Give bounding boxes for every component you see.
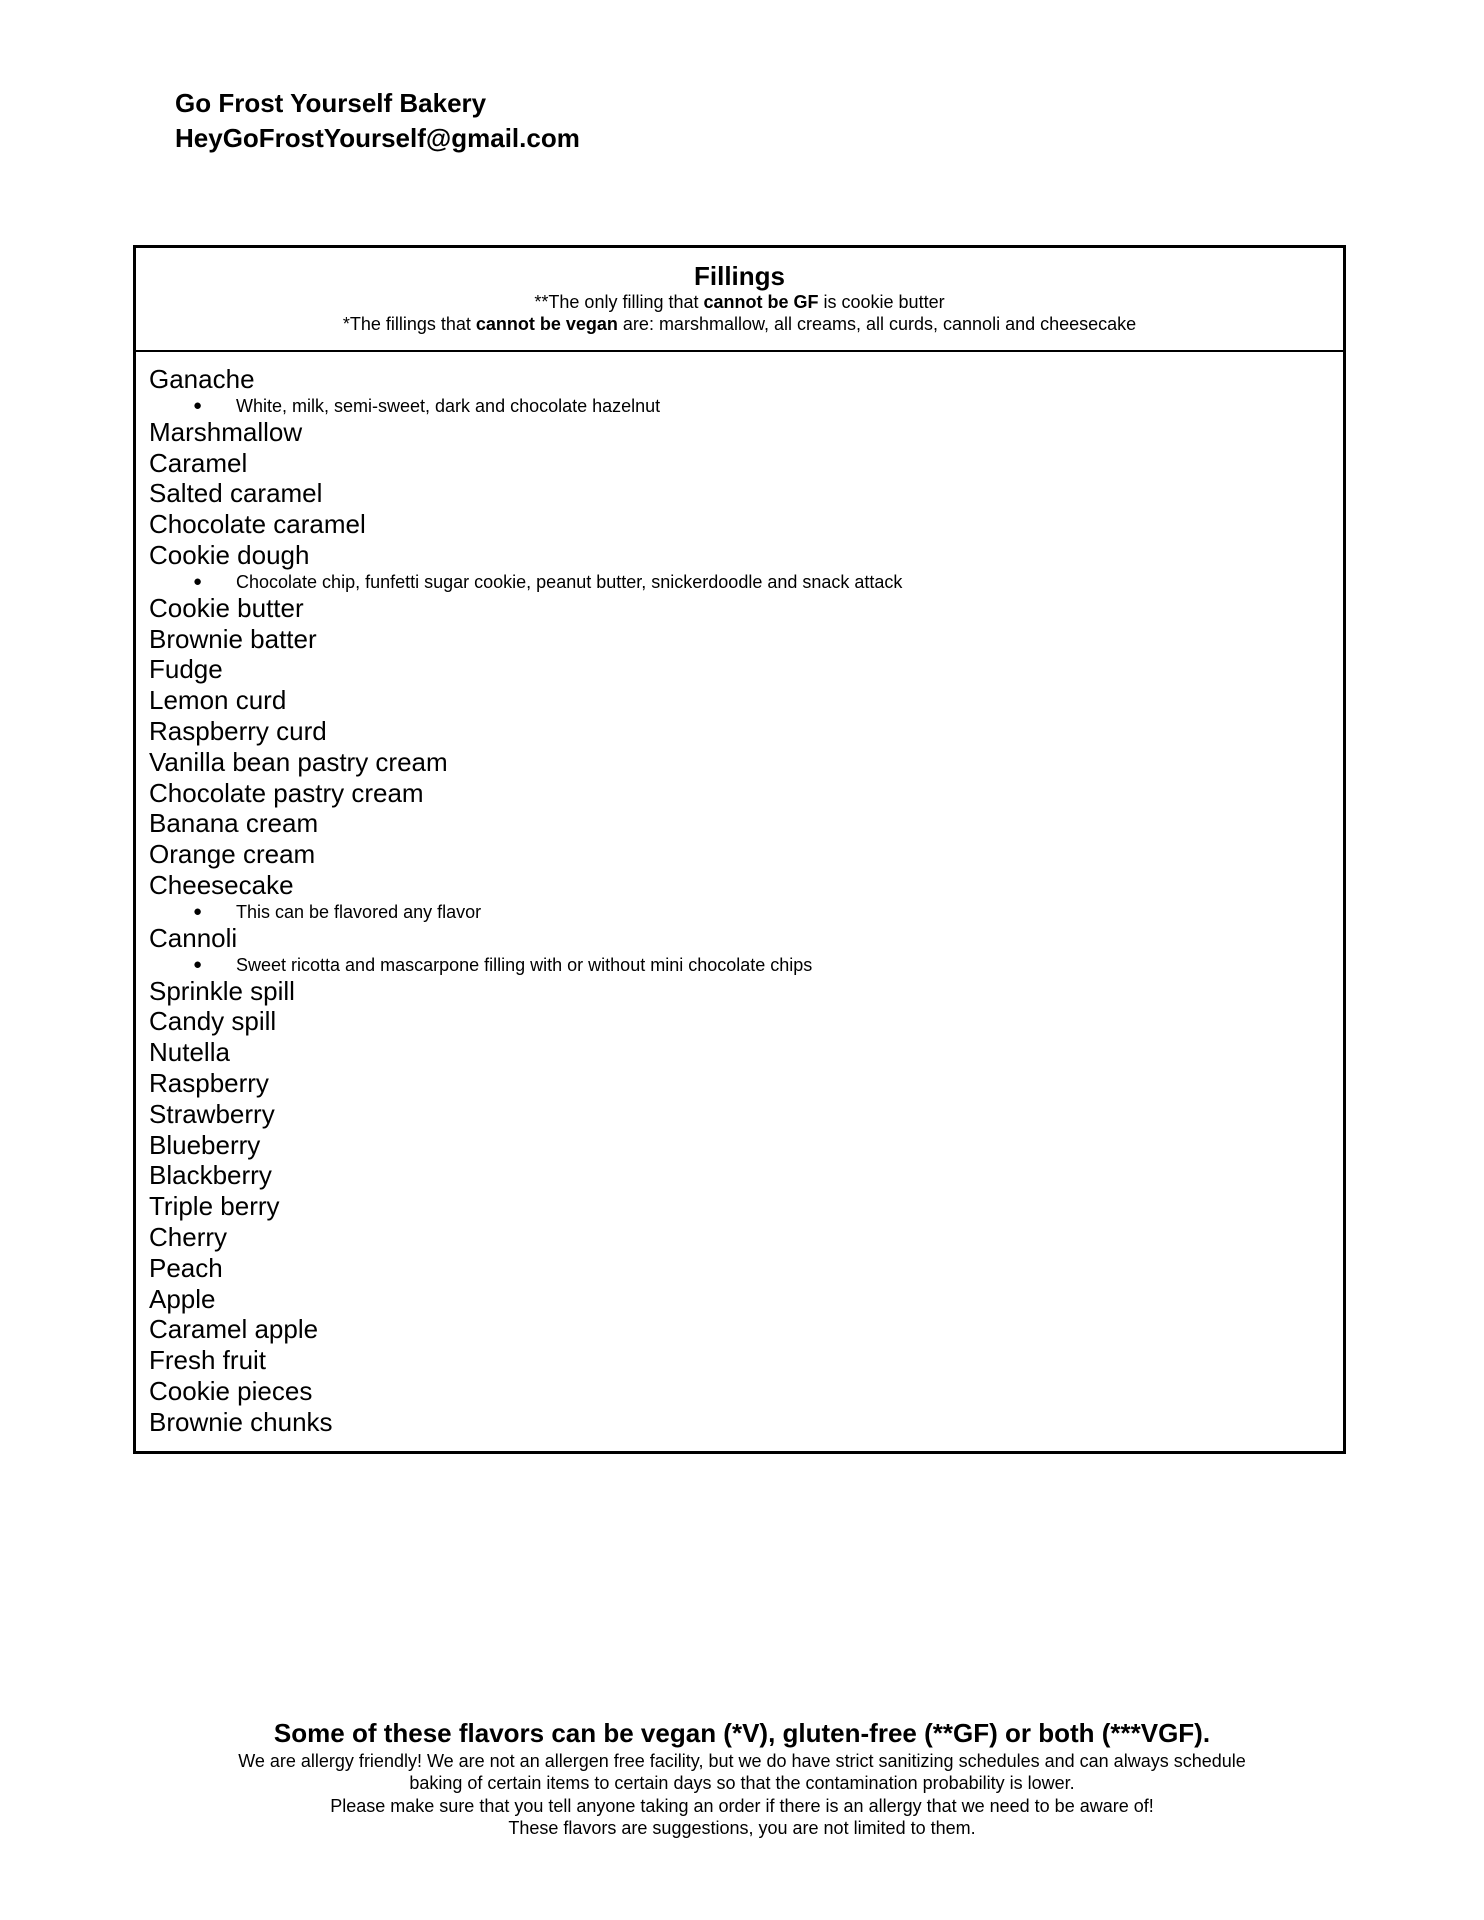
gf-note-suffix: is cookie butter [818, 292, 945, 312]
filling-item: Nutella [149, 1037, 230, 1068]
filling-item: Fresh fruit [149, 1345, 267, 1376]
footer-line: baking of certain items to certain days so that the contamination probability is lower. [409, 1773, 1075, 1794]
filling-subitem [149, 395, 1343, 417]
filling-item: Cookie dough [149, 539, 310, 570]
filling-item: Blueberry [149, 1129, 261, 1160]
footer-title: Some of these flavors can be vegan (*V), gluten-free (**GF) or both (***VGF). [273, 1718, 1211, 1748]
filling-item: Orange cream [149, 839, 316, 870]
allergy-footer [0, 1716, 1484, 1839]
bakery-name: Go Frost Yourself Bakery [175, 88, 487, 118]
footer-line: Please make sure that you tell anyone taking an order if there is an allergy that we need to be aware of! [330, 1795, 1154, 1816]
filling-item: Raspberry curd [149, 715, 327, 746]
filling-item: Fudge [149, 654, 223, 685]
vegan-note-suffix: are: marshmallow, all creams, all curds, cannoli and cheesecake [617, 314, 1137, 334]
filling-item: Strawberry [149, 1098, 275, 1129]
filling-item: Banana cream [149, 808, 319, 839]
filling-item: Lemon curd [149, 685, 287, 716]
filling-item: Chocolate pastry cream [149, 777, 424, 808]
filling-subitem [149, 954, 1343, 976]
filling-item: Apple [149, 1283, 216, 1314]
filling-item: Marshmallow [149, 416, 303, 447]
filling-item: Salted caramel [149, 478, 323, 509]
filling-item: Cookie pieces [149, 1375, 313, 1406]
fillings-title: Fillings [694, 261, 785, 291]
gf-note-prefix: **The only filling that [534, 292, 704, 312]
filling-item: Cherry [149, 1221, 228, 1252]
bakery-email: HeyGoFrostYourself@gmail.com [175, 123, 580, 153]
filling-subitem-text: White, milk, semi-sweet, dark and chocolate hazelnut [236, 395, 661, 416]
vegan-note-prefix: *The fillings that [342, 314, 476, 334]
fillings-table [133, 245, 1346, 1454]
filling-item: Brownie batter [149, 623, 317, 654]
filling-item: Brownie chunks [149, 1406, 333, 1437]
vegan-note-bold: cannot be vegan [475, 314, 618, 334]
filling-subitem-text: Sweet ricotta and mascarpone filling with or without mini chocolate chips [236, 954, 813, 975]
footer-line: These flavors are suggestions, you are not limited to them. [508, 1817, 976, 1838]
filling-item: Cookie butter [149, 592, 304, 623]
bullet-icon: ● [193, 902, 203, 920]
filling-item: Candy spill [149, 1006, 277, 1037]
gf-note-bold: cannot be GF [703, 292, 819, 312]
filling-item: Triple berry [149, 1191, 280, 1222]
page-header [175, 86, 580, 156]
filling-item: Cheesecake [149, 869, 294, 900]
filling-subitem-text: Chocolate chip, funfetti sugar cookie, peanut butter, snickerdoodle and snack attack [236, 571, 903, 592]
filling-item: Vanilla bean pastry cream [149, 746, 448, 777]
filling-item: Caramel [149, 447, 248, 478]
filling-item: Cannoli [149, 922, 238, 953]
vegan-note [136, 313, 1343, 335]
fillings-list [136, 352, 1343, 1438]
footer-line: We are allergy friendly! We are not an allergen free facility, but we do have strict sanitizing schedules and can always schedule [238, 1751, 1246, 1771]
fillings-header [136, 248, 1343, 352]
filling-item: Raspberry [149, 1067, 269, 1098]
filling-item: Sprinkle spill [149, 975, 295, 1006]
filling-item: Blackberry [149, 1160, 272, 1191]
filling-subitem [149, 901, 1343, 923]
bullet-icon: ● [193, 955, 203, 973]
filling-item: Caramel apple [149, 1314, 319, 1345]
filling-subitem [149, 571, 1343, 593]
bullet-icon: ● [193, 572, 203, 590]
filling-subitem-text: This can be flavored any flavor [236, 901, 482, 922]
filling-item: Ganache [149, 364, 255, 394]
filling-item: Peach [149, 1252, 223, 1283]
filling-item: Chocolate caramel [149, 509, 366, 540]
gf-note [136, 291, 1343, 313]
bullet-icon: ● [193, 396, 203, 414]
